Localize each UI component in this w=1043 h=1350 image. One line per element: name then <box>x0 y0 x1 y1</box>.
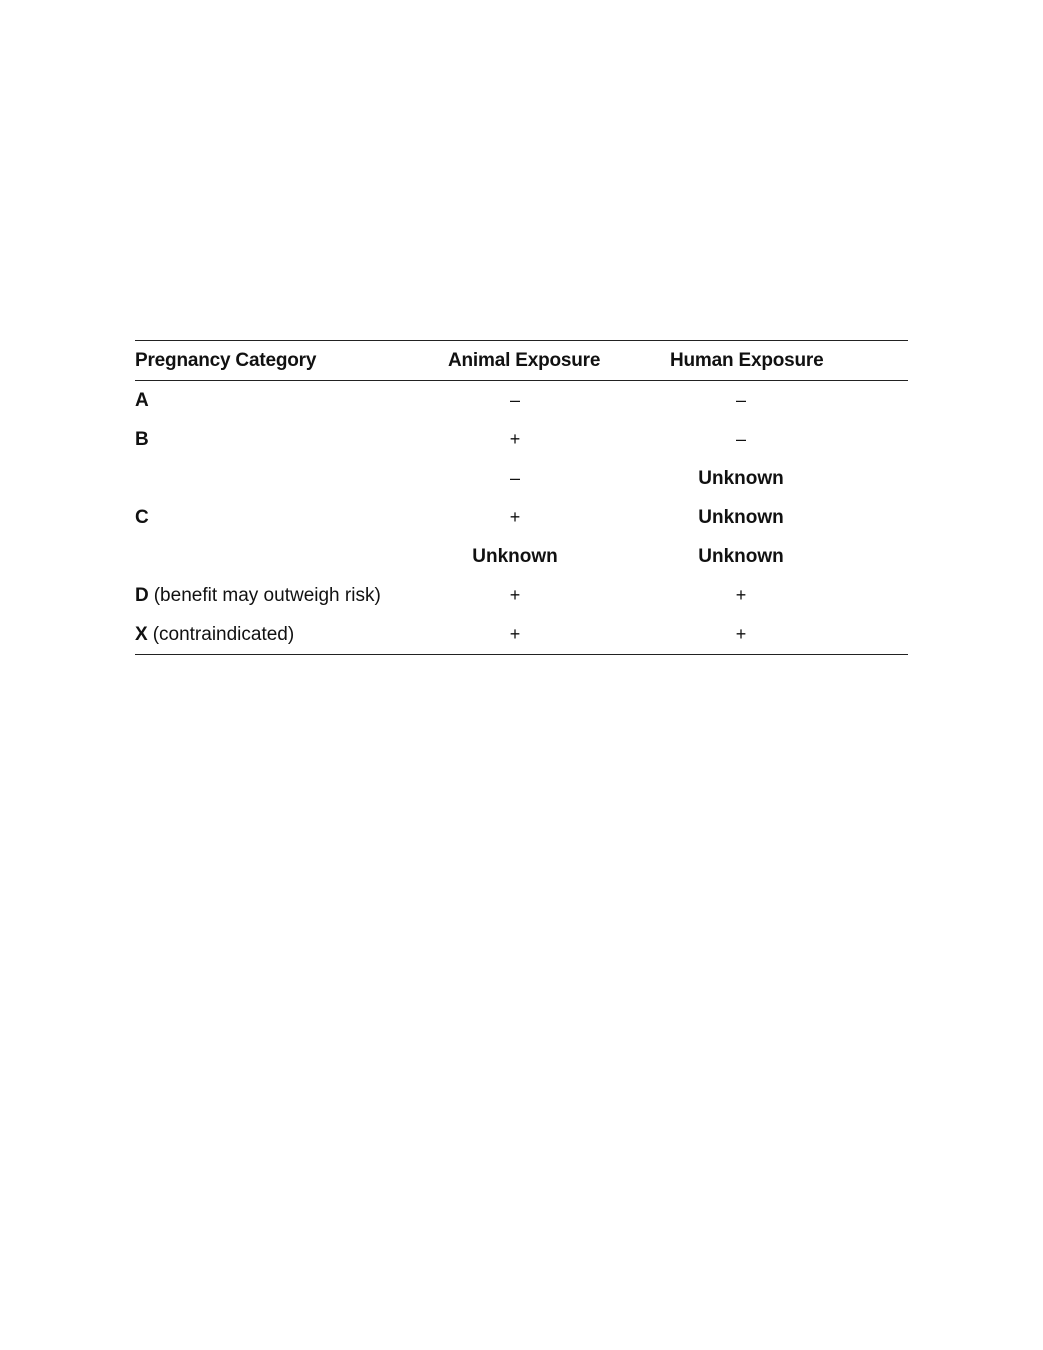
pregnancy-category-table <box>135 340 908 655</box>
category-letter: X <box>135 623 148 645</box>
animal-exposure-cell: – <box>509 468 520 488</box>
table-header-row <box>135 341 908 381</box>
category-note: (contraindicated) <box>152 623 295 645</box>
human-exposure-cell: – <box>735 390 746 410</box>
animal-exposure-cell: – <box>509 390 520 410</box>
category-cell <box>135 615 435 654</box>
animal-exposure-cell: Unknown <box>472 545 558 567</box>
category-letter: D <box>135 584 149 606</box>
animal-exposure-cell: + <box>509 507 521 527</box>
category-cell <box>135 576 435 615</box>
human-exposure-cell: + <box>735 585 747 605</box>
animal-exposure-cell: + <box>509 585 521 605</box>
category-cell <box>135 420 435 459</box>
header-pregnancy-category: Pregnancy Category <box>135 349 317 371</box>
category-cell <box>135 381 435 420</box>
table-row <box>135 459 908 498</box>
animal-exposure-cell: + <box>509 624 521 644</box>
header-animal-exposure: Animal Exposure <box>448 349 601 371</box>
category-letter: A <box>135 389 149 411</box>
human-exposure-cell: Unknown <box>698 506 784 528</box>
category-letter: C <box>135 506 149 528</box>
human-exposure-cell: + <box>735 624 747 644</box>
table-row <box>135 381 908 420</box>
category-note: (benefit may outweigh risk) <box>153 584 381 606</box>
animal-exposure-cell: + <box>509 429 521 449</box>
table-row <box>135 537 908 576</box>
table-row <box>135 498 908 537</box>
category-cell <box>135 459 435 498</box>
table-row <box>135 420 908 459</box>
category-letter: B <box>135 428 149 450</box>
human-exposure-cell: – <box>735 429 746 449</box>
table-row <box>135 576 908 615</box>
header-human-exposure: Human Exposure <box>670 349 824 371</box>
human-exposure-cell: Unknown <box>698 545 784 567</box>
table-row <box>135 615 908 654</box>
category-cell <box>135 498 435 537</box>
human-exposure-cell: Unknown <box>698 467 784 489</box>
category-cell <box>135 537 435 576</box>
